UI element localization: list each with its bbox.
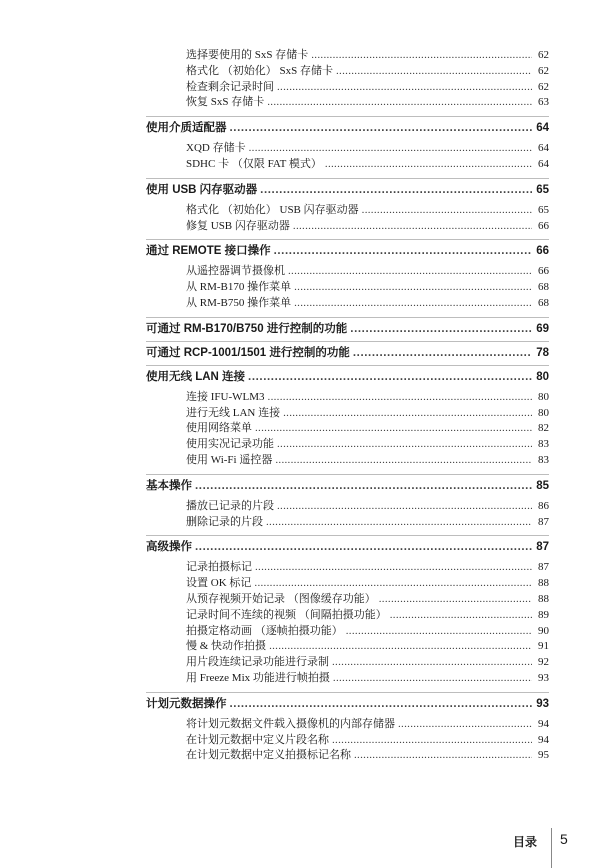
toc-leader-dots [277,81,532,93]
toc-entry-title: 慢 & 快动作拍摄 [186,640,267,653]
toc-page-number: 92 [538,656,549,669]
toc-leader-dots [266,516,532,528]
toc-leader-dots [333,672,532,684]
footer-divider [551,828,552,868]
toc-entry[interactable] [186,637,549,653]
toc-entry[interactable] [186,388,549,404]
toc-leader-dots [277,438,532,450]
toc-leader-dots [293,220,532,232]
toc-section-entry[interactable] [146,477,549,493]
toc-entry[interactable] [186,262,549,278]
toc-leader-dots [379,593,532,605]
toc-entry[interactable] [186,93,549,109]
section-rule [146,116,549,117]
toc-entry-title: 拍摄定格动画 （逐帧拍摄功能） [186,624,343,637]
toc-page-number: 90 [538,624,549,637]
toc-entry[interactable] [186,731,549,747]
toc-leader-dots [332,734,532,746]
section-rule [146,474,549,475]
toc-entry-title: 基本操作 [146,479,192,492]
toc-entry[interactable] [186,669,549,685]
toc-entry-title: 在计划元数据中定义片段名称 [186,733,329,746]
toc-entry-title: 播放已记录的片段 [186,499,274,512]
toc-page-number: 88 [538,593,549,605]
toc-section-entry[interactable] [146,695,549,711]
toc-section-entry[interactable] [146,242,549,258]
toc-entry-title: 使用无线 LAN 连接 [146,370,246,383]
toc-page-number: 80 [538,390,549,403]
toc-leader-dots [249,142,532,154]
toc-entry-title: 可通过 RCP-1001/1501 进行控制的功能 [146,346,350,359]
toc-page-number: 64 [538,142,549,155]
toc-entry-title: 从 RM-B750 操作菜单 [186,297,292,309]
toc-page-number: 65 [536,183,549,196]
toc-leader-dots [288,265,532,277]
toc-page-number: 68 [538,297,549,309]
toc-entry[interactable] [186,435,549,451]
toc-entry-title: 使用介质适配器 [146,122,227,135]
toc-entry-title: 可通过 RM-B170/B750 进行控制的功能 [146,322,348,335]
toc-leader-dots [195,541,532,553]
toc-entry-title: 使用 Wi-Fi 遥控器 [186,454,273,466]
toc-entry-title: 在计划元数据中定义拍摄标记名称 [186,749,351,762]
toc-leader-dots [254,577,532,589]
toc-leader-dots [255,422,532,434]
toc-page-number: 89 [538,608,549,621]
toc-section-entry[interactable] [146,344,549,360]
toc-entry-title: 选择要使用的 SxS 存储卡 [186,49,309,61]
toc-leader-dots [362,204,532,216]
toc-page-number: 66 [538,265,549,278]
toc-page-number: 83 [538,438,549,451]
toc-entry-title: 将计划元数据文件载入摄像机的内部存储器 [186,717,395,730]
toc-leader-dots [275,454,532,466]
toc-page-number: 62 [538,49,549,61]
toc-entry[interactable] [186,513,549,529]
toc-page-number: 63 [538,96,549,109]
toc-page-number: 86 [538,499,549,512]
toc-section-entry[interactable] [146,368,549,384]
section-rule [146,178,549,179]
toc-page-number: 83 [538,454,549,466]
toc-entry[interactable] [186,606,549,622]
toc-entry-title: 记录拍摄标记 [186,561,252,574]
toc-entry[interactable] [186,558,549,574]
toc-entry-title: 记录时间不连续的视频 （间隔拍摄功能） [186,608,387,621]
toc-entry-title: 计划元数据操作 [146,697,227,710]
toc-leader-dots [346,625,532,637]
toc-page-number: 66 [538,219,549,232]
toc-entry-title: 格式化 （初始化） USB 闪存驱动器 [186,203,359,216]
toc-leader-dots [350,323,532,335]
toc-leader-dots [260,184,532,196]
toc-entry-title: 检查剩余记录时间 [186,80,274,93]
toc-leader-dots [269,640,532,652]
toc-entry[interactable] [186,574,549,590]
toc-leader-dots [336,65,532,77]
toc-page-number: 87 [536,541,549,554]
toc-section-entry[interactable] [146,119,549,135]
toc-page-number: 85 [536,479,549,492]
toc-entry-title: 用片段连续记录功能进行录制 [186,656,329,669]
toc-page-number: 87 [538,561,549,574]
toc-leader-dots [325,158,532,170]
toc-page-number: 64 [538,158,549,170]
toc-page-number: 93 [536,697,549,710]
toc-entry-title: 设置 OK 标记 [186,577,252,590]
toc-entry[interactable] [186,78,549,94]
toc-section-entry[interactable] [146,320,549,336]
toc-leader-dots [255,561,532,573]
toc-entry[interactable] [186,155,549,171]
toc-page-number: 82 [538,422,549,435]
toc-page-number: 62 [538,64,549,77]
toc-leader-dots [332,656,532,668]
toc-page-number: 88 [538,577,549,590]
toc-entry-title: 删除记录的片段 [186,515,263,528]
toc-page-number: 69 [536,322,549,335]
toc-leader-dots [248,371,532,383]
toc-page-number: 91 [538,640,549,653]
toc-page-number: 65 [538,203,549,216]
toc-entry[interactable] [186,294,549,310]
toc-leader-dots [283,407,532,419]
toc-entry-title: 格式化 （初始化） SxS 存储卡 [186,64,333,77]
toc-entry-title: 通过 REMOTE 接口操作 [146,245,271,258]
toc-entry-title: 修复 USB 闪存驱动器 [186,219,290,232]
toc-entry-title: 用 Freeze Mix 功能进行帧拍摄 [186,672,330,684]
section-rule [146,317,549,318]
toc-leader-dots [274,245,532,257]
toc-entry[interactable] [186,404,549,420]
toc-leader-dots [277,500,532,512]
toc-entry-title: 连接 IFU-WLM3 [186,390,265,403]
section-rule [146,692,549,693]
toc-page-number: 68 [538,281,549,294]
toc-leader-dots [311,49,532,61]
toc-page-number: 66 [536,245,549,258]
toc-entry[interactable] [186,746,549,762]
toc-entry-title: XQD 存储卡 [186,142,246,155]
toc-entry-title: SDHC 卡 （仅限 FAT 模式） [186,158,322,170]
toc-entry[interactable] [186,62,549,78]
toc-leader-dots [230,698,533,710]
toc-entry[interactable] [186,217,549,233]
toc-page-number: 64 [536,122,549,135]
toc-leader-dots [230,122,533,134]
toc-section-entry[interactable] [146,538,549,554]
toc-page-number: 80 [536,370,549,383]
toc-page-number: 93 [538,672,549,684]
toc-leader-dots [353,347,532,359]
toc-leader-dots [398,718,532,730]
toc-entry[interactable] [186,419,549,435]
toc-entry[interactable] [186,201,549,217]
toc-page-number: 87 [538,515,549,528]
toc-entry-title: 使用 USB 闪存驱动器 [146,183,258,196]
footer-label: 目录 [513,835,538,849]
toc-entry[interactable] [186,590,549,606]
toc-entry-title: 进行无线 LAN 连接 [186,406,281,419]
section-rule [146,365,549,366]
toc-entry[interactable] [186,278,549,294]
toc-leader-dots [268,391,532,403]
toc-leader-dots [195,480,532,492]
toc-section-entry[interactable] [146,181,549,197]
toc-entry[interactable] [186,139,549,155]
section-rule [146,341,549,342]
toc-entry-title: 从遥控器调节摄像机 [186,265,285,278]
toc-entry[interactable] [186,653,549,669]
toc-entry[interactable] [186,497,549,513]
toc-page-number: 78 [536,346,549,359]
toc-page-number: 80 [538,406,549,419]
toc-page-number: 95 [538,749,549,762]
toc-entry[interactable] [186,622,549,638]
section-rule [146,535,549,536]
footer-page-number: 5 [560,831,568,847]
toc-leader-dots [267,96,532,108]
toc-leader-dots [354,749,532,761]
toc-entry-title: 从 RM-B170 操作菜单 [186,281,292,294]
toc-entry-title: 恢复 SxS 存储卡 [186,96,265,109]
toc-page-number: 94 [538,733,549,746]
toc-page-number: 62 [538,80,549,93]
toc-leader-dots [294,281,532,293]
toc-entry[interactable] [186,451,549,467]
toc-entry-title: 高级操作 [146,541,192,554]
section-rule [146,239,549,240]
toc-leader-dots [294,297,532,309]
toc-page-number: 94 [538,717,549,730]
toc-entry-title: 从预存视频开始记录 （图像缓存功能） [186,593,376,605]
toc-entry[interactable] [186,715,549,731]
toc-entry-title: 使用网络菜单 [186,422,252,435]
toc-leader-dots [390,609,532,621]
toc-entry-title: 使用实况记录功能 [186,438,274,451]
toc-entry[interactable] [186,46,549,62]
